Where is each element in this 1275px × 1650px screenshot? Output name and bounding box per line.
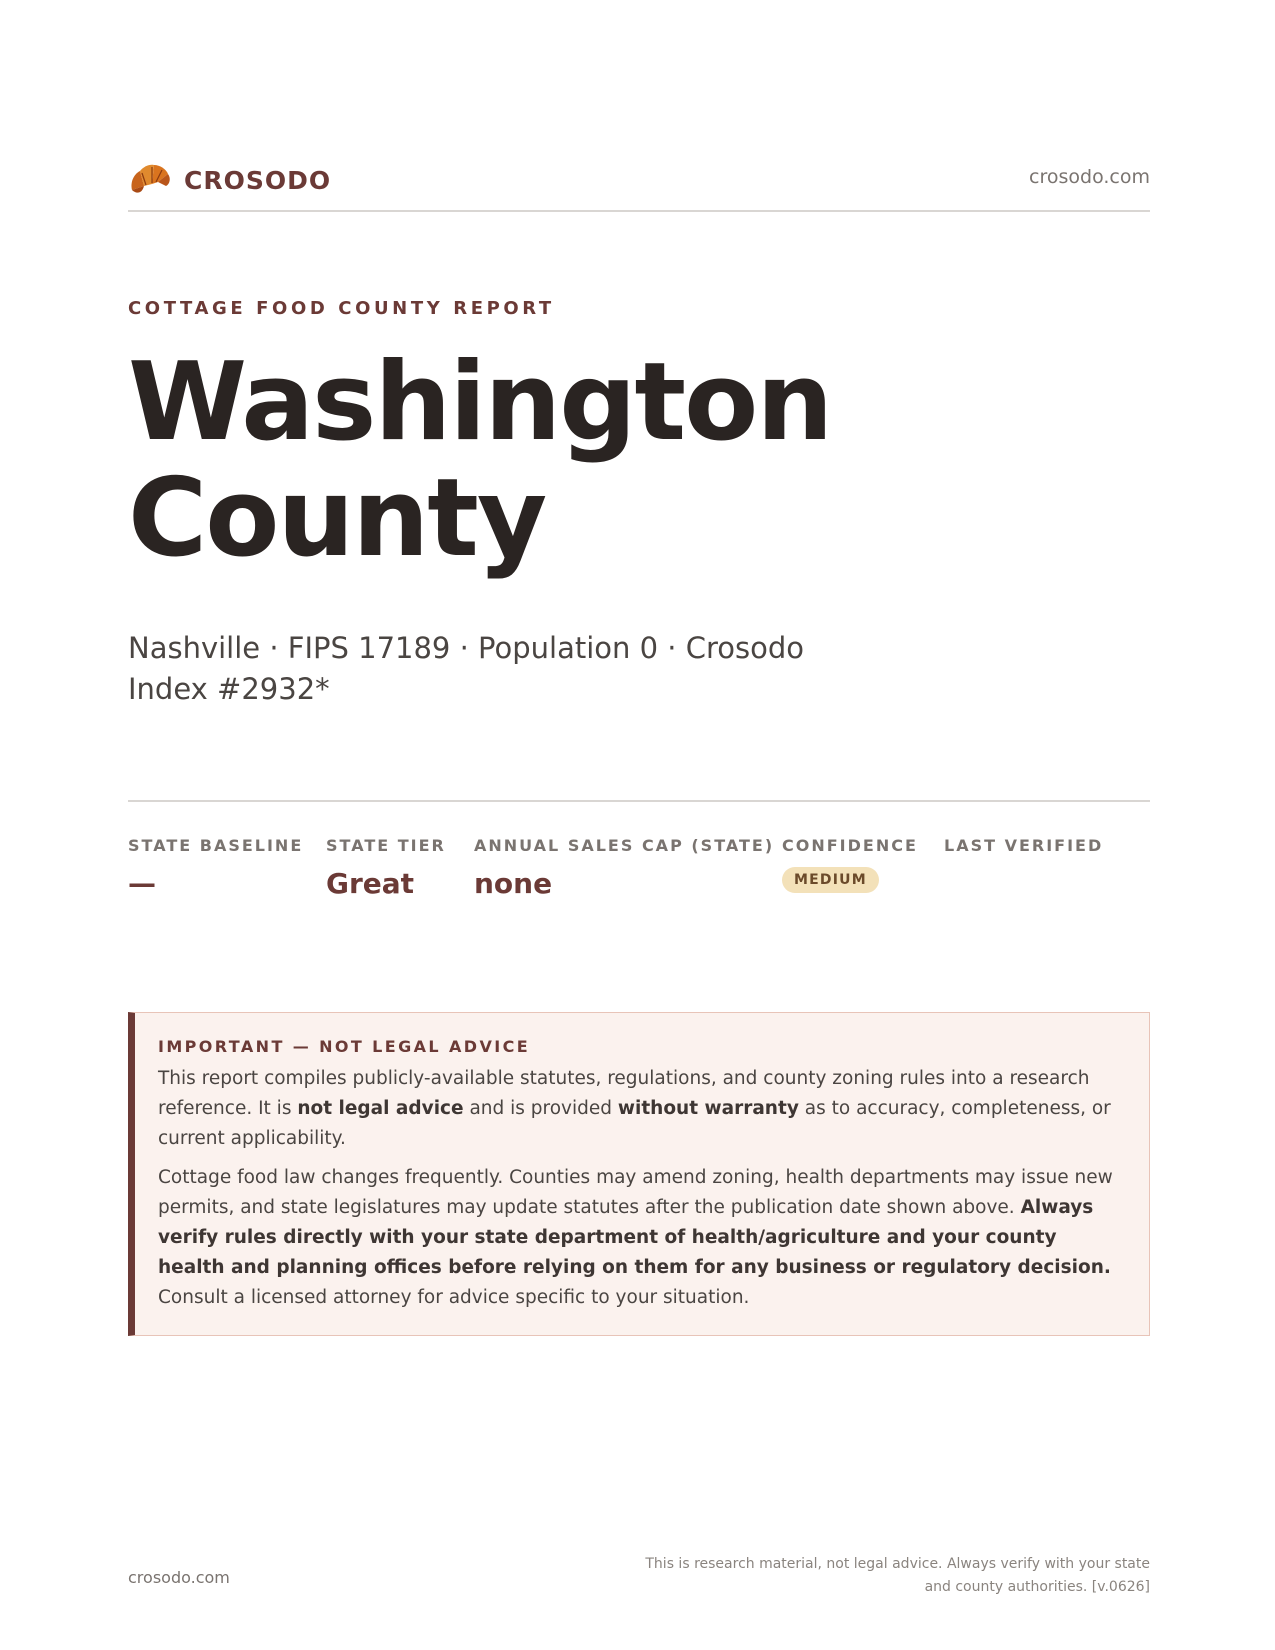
footer-disclaimer bbox=[630, 1553, 1150, 1599]
notice-paragraph-2 bbox=[158, 1163, 1123, 1313]
stat-label: CONFIDENCE bbox=[782, 836, 918, 855]
stat-value: Great bbox=[326, 867, 415, 900]
notice-emphasis: without warranty bbox=[617, 1098, 799, 1119]
stat-label: STATE TIER bbox=[326, 836, 446, 855]
report-page bbox=[128, 0, 1150, 1650]
confidence-badge: MEDIUM bbox=[782, 867, 879, 893]
stat-sales-cap bbox=[474, 836, 774, 900]
notice-emphasis: not legal advice bbox=[297, 1098, 464, 1119]
stat-value: — bbox=[128, 867, 156, 900]
notice-emphasis: Always verify rules directly with your state department of health/agriculture and your county health and planning offices before relying on them for any business or regulatory decision. bbox=[158, 1197, 1111, 1278]
notice-text: This report compiles publicly-available statutes, regulations, and county zoning rules into a research reference. It is bbox=[158, 1068, 1090, 1119]
stat-last-verified bbox=[944, 836, 1103, 867]
title-line-1: Washington bbox=[128, 340, 832, 465]
stat-state-baseline bbox=[128, 836, 303, 900]
header-divider bbox=[128, 210, 1150, 212]
stat-value: none bbox=[474, 867, 553, 900]
notice-paragraph-1 bbox=[158, 1064, 1123, 1154]
legal-notice bbox=[128, 1012, 1150, 1336]
notice-title: IMPORTANT — NOT LEGAL ADVICE bbox=[158, 1037, 531, 1056]
footer-url[interactable]: crosodo.com bbox=[128, 1568, 230, 1587]
county-subtitle: Nashville · FIPS 17189 · Population 0 · Crosodo Index #2932* bbox=[128, 631, 805, 706]
brand-name: CROSODO bbox=[184, 165, 332, 195]
stat-confidence bbox=[782, 836, 918, 893]
stats-divider bbox=[128, 800, 1150, 802]
footer-disclaimer-line-1: This is research material, not legal advice. Always verify with your state bbox=[645, 1556, 1150, 1572]
title-line-2: County bbox=[128, 456, 546, 581]
footer-disclaimer-line-2: and county authorities. [v.0626] bbox=[924, 1579, 1150, 1595]
page-title bbox=[128, 340, 832, 581]
stat-label: ANNUAL SALES CAP (STATE) bbox=[474, 836, 775, 855]
brand[interactable] bbox=[128, 158, 331, 202]
page-header bbox=[128, 158, 1150, 210]
report-eyebrow: COTTAGE FOOD COUNTY REPORT bbox=[128, 298, 555, 319]
croissant-icon bbox=[128, 160, 172, 200]
stat-label: STATE BASELINE bbox=[128, 836, 304, 855]
notice-text: Consult a licensed attorney for advice specific to your situation. bbox=[158, 1287, 750, 1308]
stat-state-tier bbox=[326, 836, 446, 900]
notice-text: and is provided bbox=[463, 1098, 618, 1119]
header-url[interactable]: crosodo.com bbox=[1029, 166, 1150, 188]
notice-text: as to accuracy, completeness, or current applicability. bbox=[158, 1098, 1111, 1149]
notice-text: Cottage food law changes frequently. Counties may amend zoning, health departments may issue new permits, and state legislatures may update statutes after the publication date shown above. bbox=[158, 1167, 1113, 1218]
stat-label: LAST VERIFIED bbox=[944, 836, 1104, 855]
stats-row bbox=[128, 836, 1150, 906]
